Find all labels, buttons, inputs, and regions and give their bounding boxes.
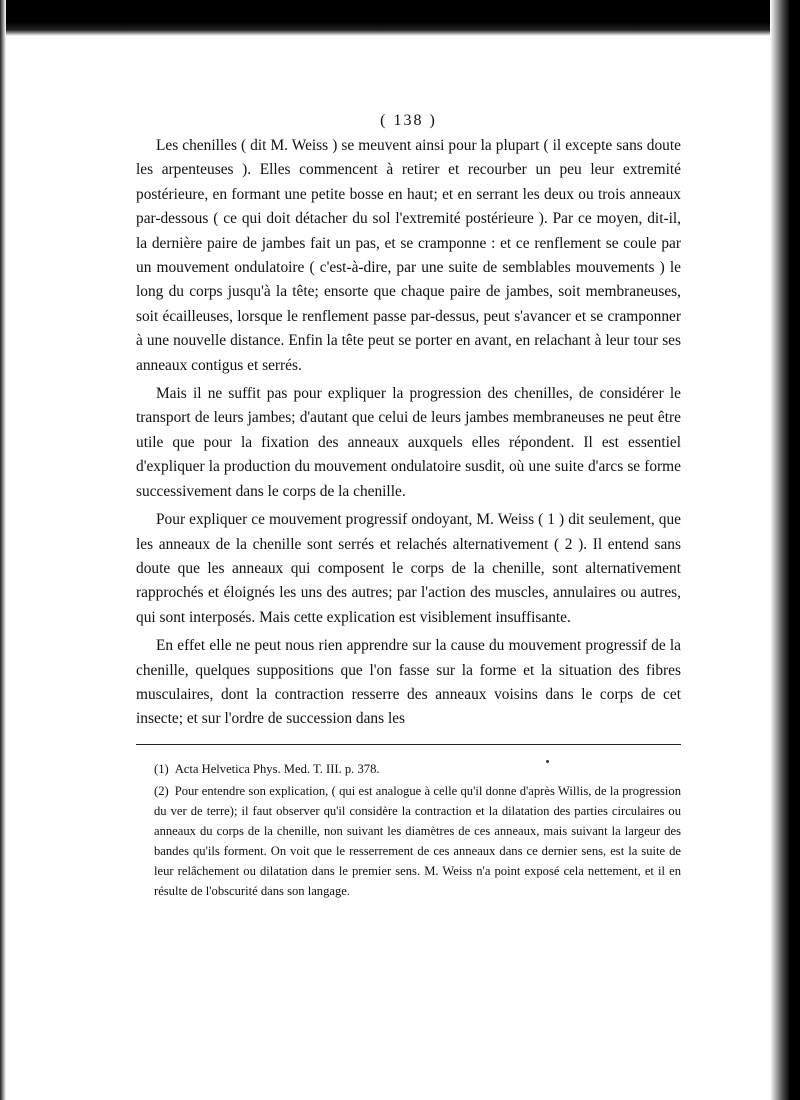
scan-border-top — [0, 0, 800, 36]
paragraph: Les chenilles ( dit M. Weiss ) se meuvent ainsi pour la plupart ( il excepte sans doute les arpenteuses ). Elles commencent à retirer et recourber un peu leur extremité postérieure, en formant une petite bosse en haut; et en serrant les deux ou trois anneaux par-dessous ( ce qui doit détacher du sol l'extremité postérieure ). Par ce moyen, dit-il, la dernière paire de jambes fait un pas, et se cramponne : et ce renflement se coule par un mouvement ondulatoire ( c'est-à-dire, par une suite de semblables mouvements ) le long du corps jusqu'à la tête; ensorte que chaque paire de jambes, soit membraneuses, soit écailleuses, lorsque le renflement passe par-dessus, peut s'avancer et se cramponner à une nouvelle distance. Enfin la tête peut se porter en avant, en relachant à leur tour ses anneaux contigus et serrés. — [136, 137, 681, 374]
scan-border-left — [0, 0, 6, 1100]
paragraph: En effet elle ne peut nous rien apprendre sur la cause du mouvement progressif de la chenille, quelques suppositions que l'on fasse sur la forme et la situation des fibres musculaires, dont la contraction resserre des anneaux voisins dans le corps de cet insecte; et sur l'ordre de succession dans les — [136, 637, 681, 728]
footnote-text: Acta Helvetica Phys. Med. T. III. p. 378. — [174, 761, 380, 776]
footnote — [154, 781, 681, 901]
footnote-text: Pour entendre son explication, ( qui est analogue à celle qu'il donne d'après Willis, de la progression du ver de terre); il faut observer qu'il considère la contraction et la dilatation des parties circulaires ou anneaux du corps de la chenille, non suivant les diamètres de ces anneaux, mais suivant la largeur des bandes qu'ils forment. On voit que le resserrement de ces anneaux dans ce dernier sens, est la suite de leur relâchement ou dilatation dans le premier sens. M. Weiss n'a point exposé cela nettement, et il en résulte de l'obscurité dans son langage. — [154, 783, 681, 898]
book-page — [136, 112, 681, 901]
footnote-separator — [136, 744, 681, 745]
footnote-mark: (2) — [154, 783, 169, 798]
footnotes — [136, 759, 681, 901]
body-text — [136, 134, 681, 732]
page-number: ( 138 ) — [380, 112, 437, 129]
footnote-mark: (1) — [154, 761, 169, 776]
ink-speck — [546, 760, 549, 763]
paragraph: Pour expliquer ce mouvement progressif ondoyant, M. Weiss ( 1 ) dit seulement, que les anneaux de la chenille sont serrés et relachés alternativement ( 2 ). Il entend sans doute que les anneaux qui composent le corps de la chenille, sont alternativement rapprochés et éloignés les uns des autres; par l'action des muscles, annulaires ou autres, qui sont interposés. Mais cette explication est visiblement insuffisante. — [136, 511, 681, 626]
scan-border-right — [770, 0, 800, 1100]
footnote — [154, 759, 681, 779]
paragraph: Mais il ne suffit pas pour expliquer la progression des chenilles, de considérer le transport de leurs jambes; d'autant que celui de leurs jambes membraneuses ne peut être utile que pour la fixation des anneaux auxquels elles répondent. Il est essentiel d'expliquer la production du mouvement ondulatoire susdit, où une suite d'arcs se forme successivement dans le corps de la chenille. — [136, 385, 681, 500]
